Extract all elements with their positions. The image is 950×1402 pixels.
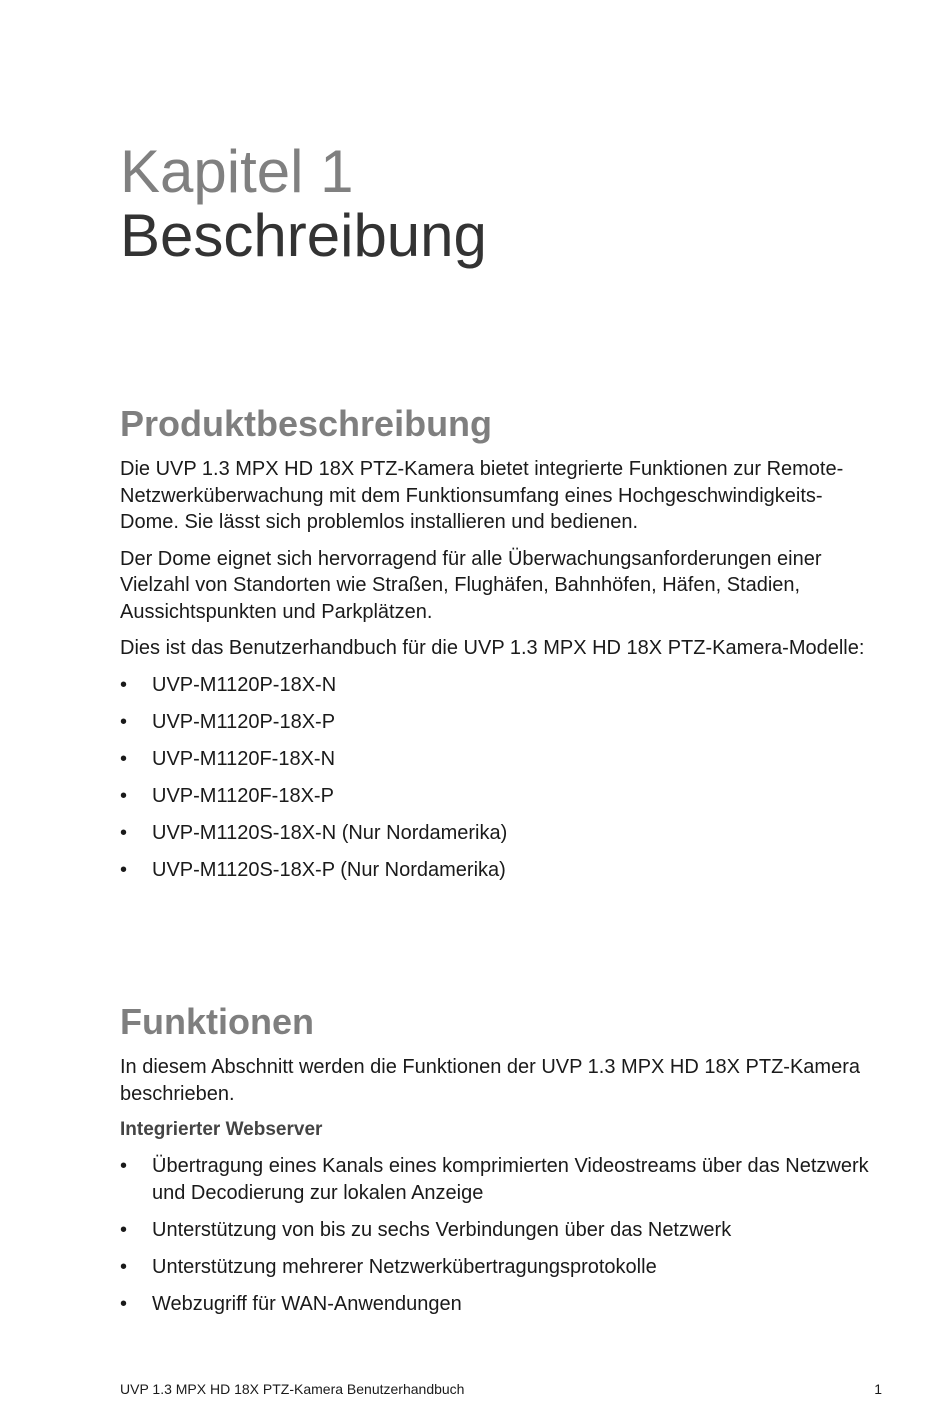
page-footer [120, 1381, 882, 1397]
footer-title: UVP 1.3 MPX HD 18X PTZ-Kamera Benutzerhandbuch [120, 1381, 465, 1397]
product-description-heading: Produktbeschreibung [120, 403, 493, 444]
model-name: UVP-M1120F-18X-N [152, 747, 336, 770]
product-description-paragraph-3: Dies ist das Benutzerhandbuch für die UVP 1.3 MPX HD 18X PTZ-Kamera-Modelle: [120, 637, 865, 659]
bullet-icon: • [120, 784, 128, 807]
model-name: UVP-M1120P-18X-P [152, 710, 336, 733]
bullet-icon: • [120, 1255, 128, 1278]
bullet-icon: • [120, 673, 128, 696]
list-item [120, 783, 880, 810]
function-text: Webzugriff für WAN-Anwendungen [152, 1292, 462, 1315]
bullet-icon: • [120, 821, 128, 844]
chapter-number: Kapitel 1 [120, 138, 354, 205]
list-item [120, 1291, 880, 1318]
product-description-section [120, 402, 880, 894]
model-name: UVP-M1120S-18X-N (Nur Nordamerika) [152, 821, 508, 844]
list-item [120, 672, 880, 699]
model-list [120, 672, 880, 884]
list-item [120, 709, 880, 736]
bullet-icon: • [120, 747, 128, 770]
bullet-icon: • [120, 1155, 128, 1177]
model-name: UVP-M1120P-18X-N [152, 673, 337, 696]
bullet-icon: • [120, 710, 128, 733]
list-item [120, 1254, 880, 1281]
model-name: UVP-M1120F-18X-P [152, 784, 334, 807]
bullet-icon: • [120, 858, 128, 881]
list-item [120, 820, 880, 847]
function-list [120, 1153, 880, 1317]
functions-intro: In diesem Abschnitt werden die Funktionen der UVP 1.3 MPX HD 18X PTZ-Kamera beschrieben. [120, 1056, 860, 1105]
functions-section [120, 1000, 880, 1328]
product-description-paragraph-2: Der Dome eignet sich hervorragend für alle Überwachungsanforderungen einer Vielzahl von Standorten wie Straßen, Flughäfen, Bahnhöfen, Häfen, Stadien, Aussichtspunkten und Parkplätzen. [120, 547, 822, 623]
function-text: Unterstützung mehrerer Netzwerkübertragungsprotokolle [152, 1255, 657, 1278]
list-item [120, 857, 880, 884]
function-text: Unterstützung von bis zu sechs Verbindungen über das Netzwerk [152, 1218, 732, 1241]
webserver-subheading: Integrierter Webserver [120, 1119, 323, 1140]
list-item [120, 1217, 880, 1244]
model-name: UVP-M1120S-18X-P (Nur Nordamerika) [152, 858, 506, 881]
chapter-title: Beschreibung [120, 202, 487, 269]
list-item [120, 1153, 880, 1206]
bullet-icon: • [120, 1292, 128, 1315]
list-item [120, 746, 880, 773]
functions-heading: Funktionen [120, 1001, 314, 1042]
bullet-icon: • [120, 1218, 128, 1241]
product-description-paragraph-1: Die UVP 1.3 MPX HD 18X PTZ-Kamera bietet integrierte Funktionen zur Remote-Netzwerküberwachung mit dem Funktionsumfang eines Hochgeschwindigkeits-Dome. Sie lässt sich problemlos installieren und bedienen. [120, 458, 844, 533]
page-number: 1 [874, 1381, 882, 1397]
chapter-heading [120, 140, 487, 268]
function-text: Übertragung eines Kanals eines komprimierten Videostreams über das Netzwerk und Decodierung zur lokalen Anzeige [152, 1155, 869, 1204]
